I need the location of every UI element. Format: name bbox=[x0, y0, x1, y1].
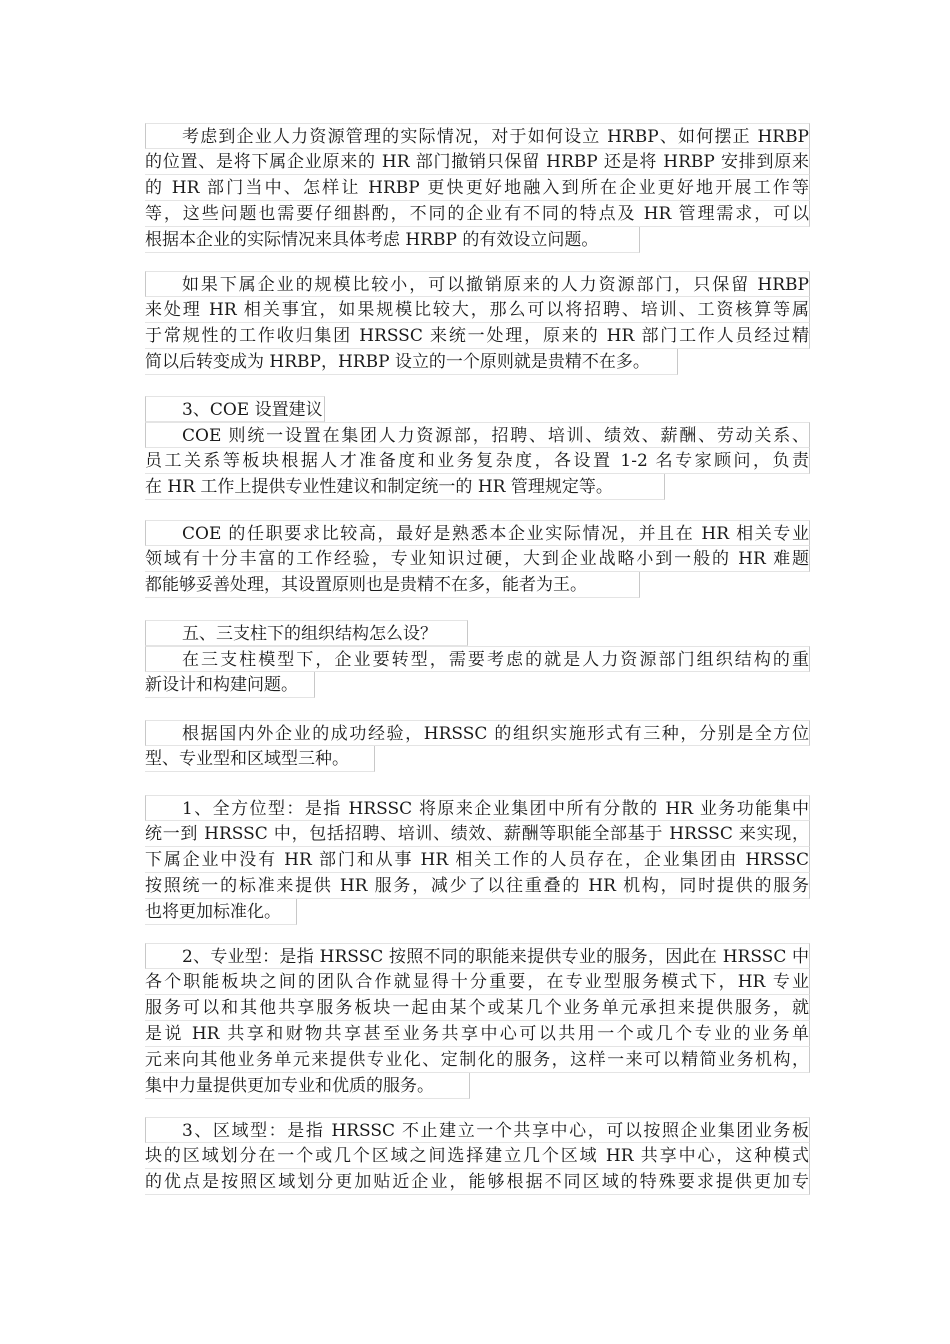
text-line: 如果下属企业的规模比较小，可以撤销原来的人力资源部门，只保留 HRBP bbox=[145, 271, 810, 297]
paragraph-coe-requirements bbox=[145, 520, 810, 598]
text-line: 领域有十分丰富的工作经验，专业知识过硬，大到企业战略小到一般的 HR 难题 bbox=[145, 546, 810, 572]
text-line: 集中力量提供更加专业和优质的服务。 bbox=[145, 1073, 470, 1099]
text-line: 块的区域划分在一个或几个区域之间选择建立几个区域 HR 共享中心，这种模式 bbox=[145, 1143, 810, 1169]
text-line: 在三支柱模型下，企业要转型，需要考虑的就是人力资源部门组织结构的重 bbox=[145, 646, 810, 672]
text-line: 统一到 HRSSC 中，包括招聘、培训、绩效、薪酬等职能全部基于 HRSSC 来实现， bbox=[145, 821, 810, 847]
text-line: 于常规性的工作收归集团 HRSSC 来统一处理，原来的 HR 部门工作人员经过精 bbox=[145, 323, 810, 349]
heading-coe-setup bbox=[145, 396, 325, 422]
text-line: 等，这些问题也需要仔细斟酌，不同的企业有不同的特点及 HR 管理需求，可以 bbox=[145, 201, 810, 227]
paragraph-hrssc-forms bbox=[145, 720, 810, 772]
paragraph-small-scale bbox=[145, 271, 810, 375]
text-line: 也将更加标准化。 bbox=[145, 899, 297, 925]
text-line: 下属企业中没有 HR 部门和从事 HR 相关工作的人员存在，企业集团由 HRSSC bbox=[145, 847, 810, 873]
text-line: 的优点是按照区域划分更加贴近企业，能够根据不同区域的特殊要求提供更加专 bbox=[145, 1169, 810, 1195]
text-line: 元来向其他业务单元来提供专业化、定制化的服务，这样一来可以精简业务机构， bbox=[145, 1047, 810, 1073]
paragraph-professional-type bbox=[145, 943, 810, 1099]
text-line: 各个职能板块之间的团队合作就显得十分重要，在专业型服务模式下，HR 专业 bbox=[145, 969, 810, 995]
text-line: 的位置、是将下属企业原来的 HR 部门撤销只保留 HRBP 还是将 HRBP 安排到原来 bbox=[145, 149, 810, 175]
text-line: 在 HR 工作上提供专业性建议和制定统一的 HR 管理规定等。 bbox=[145, 474, 665, 500]
paragraph-regional-type bbox=[145, 1117, 810, 1195]
text-line: 服务可以和其他共享服务板块一起由某个或某几个业务单元承担来提供服务，就 bbox=[145, 995, 810, 1021]
text-line: 考虑到企业人力资源管理的实际情况，对于如何设立 HRBP、如何摆正 HRBP bbox=[145, 123, 810, 149]
text-line: 3、区域型：是指 HRSSC 不止建立一个共享中心，可以按照企业集团业务板 bbox=[145, 1117, 810, 1143]
text-line: 根据本企业的实际情况来具体考虑 HRBP 的有效设立问题。 bbox=[145, 227, 640, 253]
text-line: 1、全方位型：是指 HRSSC 将原来企业集团中所有分散的 HR 业务功能集中 bbox=[145, 795, 810, 821]
text-line: 简以后转变成为 HRBP，HRBP 设立的一个原则就是贵精不在多。 bbox=[145, 349, 678, 375]
text-line: 2、专业型：是指 HRSSC 按照不同的职能来提供专业的服务，因此在 HRSSC 中 bbox=[145, 943, 810, 969]
section-heading: 五、三支柱下的组织结构怎么设？ bbox=[145, 620, 468, 646]
text-line: 是说 HR 共享和财物共享甚至业务共享中心可以共用一个或几个专业的业务单 bbox=[145, 1021, 810, 1047]
heading-org-structure bbox=[145, 620, 468, 646]
text-line: 新设计和构建问题。 bbox=[145, 672, 315, 698]
text-line: COE 的任职要求比较高，最好是熟悉本企业实际情况，并且在 HR 相关专业 bbox=[145, 520, 810, 546]
paragraph-three-pillar bbox=[145, 646, 810, 698]
text-line: 来处理 HR 相关事宜，如果规模比较大，那么可以将招聘、培训、工资核算等属 bbox=[145, 297, 810, 323]
text-line: 的 HR 部门当中、怎样让 HRBP 更快更好地融入到所在企业更好地开展工作等 bbox=[145, 175, 810, 201]
section-heading: 3、COE 设置建议 bbox=[145, 396, 325, 422]
text-line: 都能够妥善处理，其设置原则也是贵精不在多，能者为王。 bbox=[145, 572, 640, 598]
paragraph-coe-setup bbox=[145, 422, 810, 500]
paragraph-full-scope-type bbox=[145, 795, 810, 925]
text-line: 员工关系等板块根据人才准备度和业务复杂度，各设置 1-2 名专家顾问，负责 bbox=[145, 448, 810, 474]
text-line: 按照统一的标准来提供 HR 服务，减少了以往重叠的 HR 机构，同时提供的服务 bbox=[145, 873, 810, 899]
paragraph-hrbp-setup bbox=[145, 123, 810, 253]
text-line: COE 则统一设置在集团人力资源部，招聘、培训、绩效、薪酬、劳动关系、 bbox=[145, 422, 810, 448]
text-line: 型、专业型和区域型三种。 bbox=[145, 746, 375, 772]
text-line: 根据国内外企业的成功经验，HRSSC 的组织实施形式有三种，分别是全方位 bbox=[145, 720, 810, 746]
